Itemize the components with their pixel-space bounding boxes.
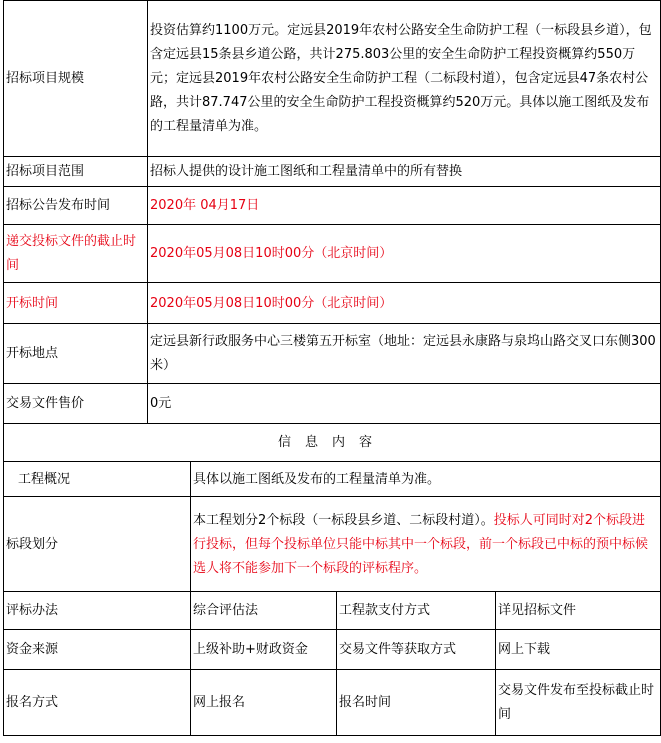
sections-plain-text: 本工程划分2个标段（一标段县乡道、二标段村道）。 [193,512,494,528]
label-range: 招标项目范围 [4,157,148,187]
value-scale: 投资估算约1100万元。定远县2019年农村公路安全生命防护工程（一标段县乡道），包含定远县15条县乡道公路，共计275.803公里的安全生命防护工程投资概算约550万元；定远县2019年农村公路安全生命防护工程（二标段村道），包含定远县47条农村公路，共计87.747公里的安全生命防护工程投资概算约520万元。具体以施工图纸及发布的工程量清单为准。 [148,1,661,157]
label-sections: 标段划分 [4,497,191,592]
grid-cell: 交易文件等获取方式 [337,630,496,670]
row-info-header [4,424,661,462]
info-header: 信息内容 [4,424,661,462]
grid-cell: 交易文件发布至投标截止时间 [496,670,661,736]
grid-cell: 网上下载 [496,630,661,670]
label-overview: 工程概况 [4,462,191,497]
label-scale: 招标项目规模 [4,1,148,157]
label-price: 交易文件售价 [4,384,148,424]
label-deadline: 递交投标文件的截止时间 [4,225,148,283]
value-price: 0元 [148,384,661,424]
sections-red-text: 投标人可同时对2个标段进行投标，但每个投标单位只能中标其中一个标段，前一个标段已中标的预中标候选人将不能参加下一个标段的评标程序。 [193,512,649,576]
tender-info-table-wrapper [3,0,660,736]
grid-cell: 详见招标文件 [496,592,661,630]
grid-cell: 资金来源 [4,630,191,670]
grid-cell: 上级补助+财政资金 [191,630,337,670]
value-overview: 具体以施工图纸及发布的工程量清单为准。 [191,462,661,497]
label-publish: 招标公告发布时间 [4,187,148,225]
row-location [4,324,661,384]
value-publish: 2020年 04月17日 [148,187,661,225]
row-overview [4,462,661,497]
grid-cell: 报名时间 [337,670,496,736]
row-deadline [4,225,661,283]
grid-cell: 综合评估法 [191,592,337,630]
value-deadline: 2020年05月08日10时00分（北京时间） [148,225,661,283]
grid-cell: 网上报名 [191,670,337,736]
label-location: 开标地点 [4,324,148,384]
grid-row [4,670,661,736]
grid-row [4,630,661,670]
value-location: 定远县新行政服务中心三楼第五开标室（地址：定远县永康路与泉坞山路交叉口东侧300米） [148,324,661,384]
value-opening: 2020年05月08日10时00分（北京时间） [148,283,661,324]
value-sections [191,497,661,592]
row-publish [4,187,661,225]
grid-cell: 评标办法 [4,592,191,630]
row-range [4,157,661,187]
grid-cell: 工程款支付方式 [337,592,496,630]
tender-info-table [3,0,661,736]
grid-cell: 报名方式 [4,670,191,736]
row-opening [4,283,661,324]
row-scale [4,1,661,157]
row-sections [4,497,661,592]
value-range: 招标人提供的设计施工图纸和工程量清单中的所有替换 [148,157,661,187]
grid-row [4,592,661,630]
label-opening: 开标时间 [4,283,148,324]
row-price [4,384,661,424]
